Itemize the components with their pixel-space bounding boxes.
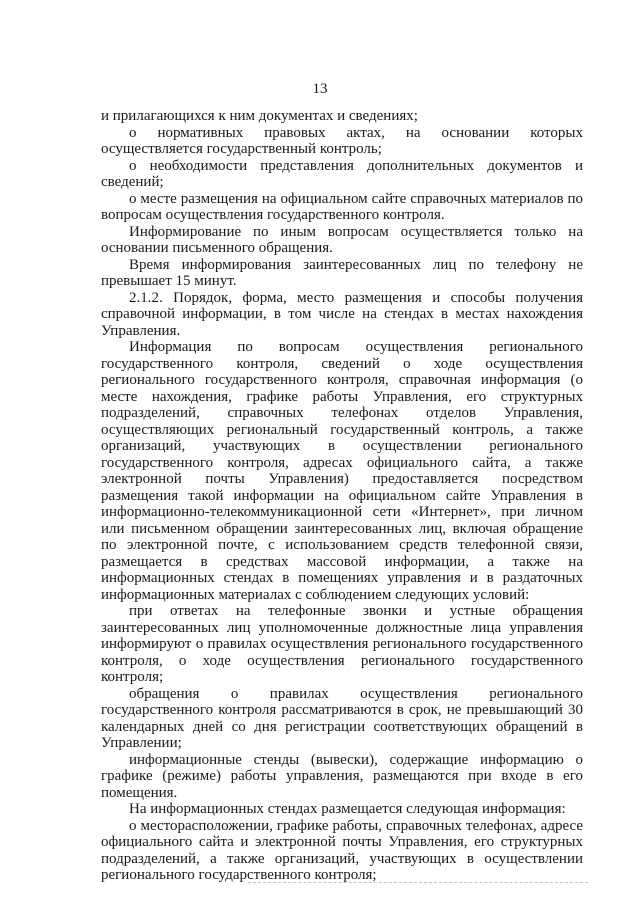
scan-artifact-line: [248, 882, 588, 887]
paragraph-3: о необходимости представления дополнительных документов и сведений;: [101, 157, 583, 190]
paragraph-2: о нормативных правовых актах, на основании которых осуществляется государственный контроль;: [101, 124, 583, 157]
page-number: 13: [312, 81, 328, 97]
paragraph-8: Информация по вопросам осуществления регионального государственного контроля, сведений о ходе осуществления регионального государственного контроля, справочная информация (о месте нахождения, графике работы Управления, его структурных подразделений, справочных телефонах отделов Управления, осуществляющих региональный государственный контроль, а также организаций, участвующих в осуществлении регионального государственного контроля, адресах официального сайта, а также электронной почты Управления) предоставляется посредством размещения такой информации на официальном сайте Управления в информационно-телекоммуникационной сети «Интернет», при личном или письменном обращении заинтересованных лиц, включая обращение по электронной почте, с использованием средств телефонной связи, размещается в средствах массовой информации, а также на информационных стендах в помещениях управления и в раздаточных информационных материалах с соблюдением следующих условий:: [101, 339, 583, 603]
paragraph-6: Время информирования заинтересованных лиц по телефону не превышает 15 минут.: [101, 256, 583, 289]
paragraph-11: информационные стенды (вывески), содержащие информацию о графике (режиме) работы управления, размещаются при входе в его помещения.: [101, 751, 583, 801]
paragraph-4: о месте размещения на официальном сайте справочных материалов по вопросам осуществления государственного контроля.: [101, 190, 583, 223]
paragraph-9: при ответах на телефонные звонки и устные обращения заинтересованных лиц уполномоченные должностные лица управления информируют о правилах осуществления регионального государственного контроля, о ходе осуществления регионального государственного контроля;: [101, 603, 583, 685]
document-body: [101, 108, 583, 884]
paragraph-1: и прилагающихся к ним документах и сведениях;: [101, 108, 418, 124]
paragraph-13: о месторасположении, графике работы, справочных телефонах, адресе официального сайта и электронной почты Управления, его структурных подразделений, а также организаций, участвующих в осуществлении регионального государственного контроля;: [101, 817, 583, 883]
section-heading-2-1-2: 2.1.2. Порядок, форма, место размещения и способы получения справочной информации, в том числе на стендах в местах нахождения Управления.: [101, 289, 583, 339]
paragraph-12: На информационных стендах размещается следующая информация:: [129, 801, 566, 817]
paragraph-5: Информирование по иным вопросам осуществляется только на основании письменного обращения.: [101, 223, 583, 256]
paragraph-10: обращения о правилах осуществления регионального государственного контроля рассматриваются в срок, не превышающий 30 календарных дней со дня регистрации соответствующих обращений в Управлении;: [101, 685, 583, 751]
